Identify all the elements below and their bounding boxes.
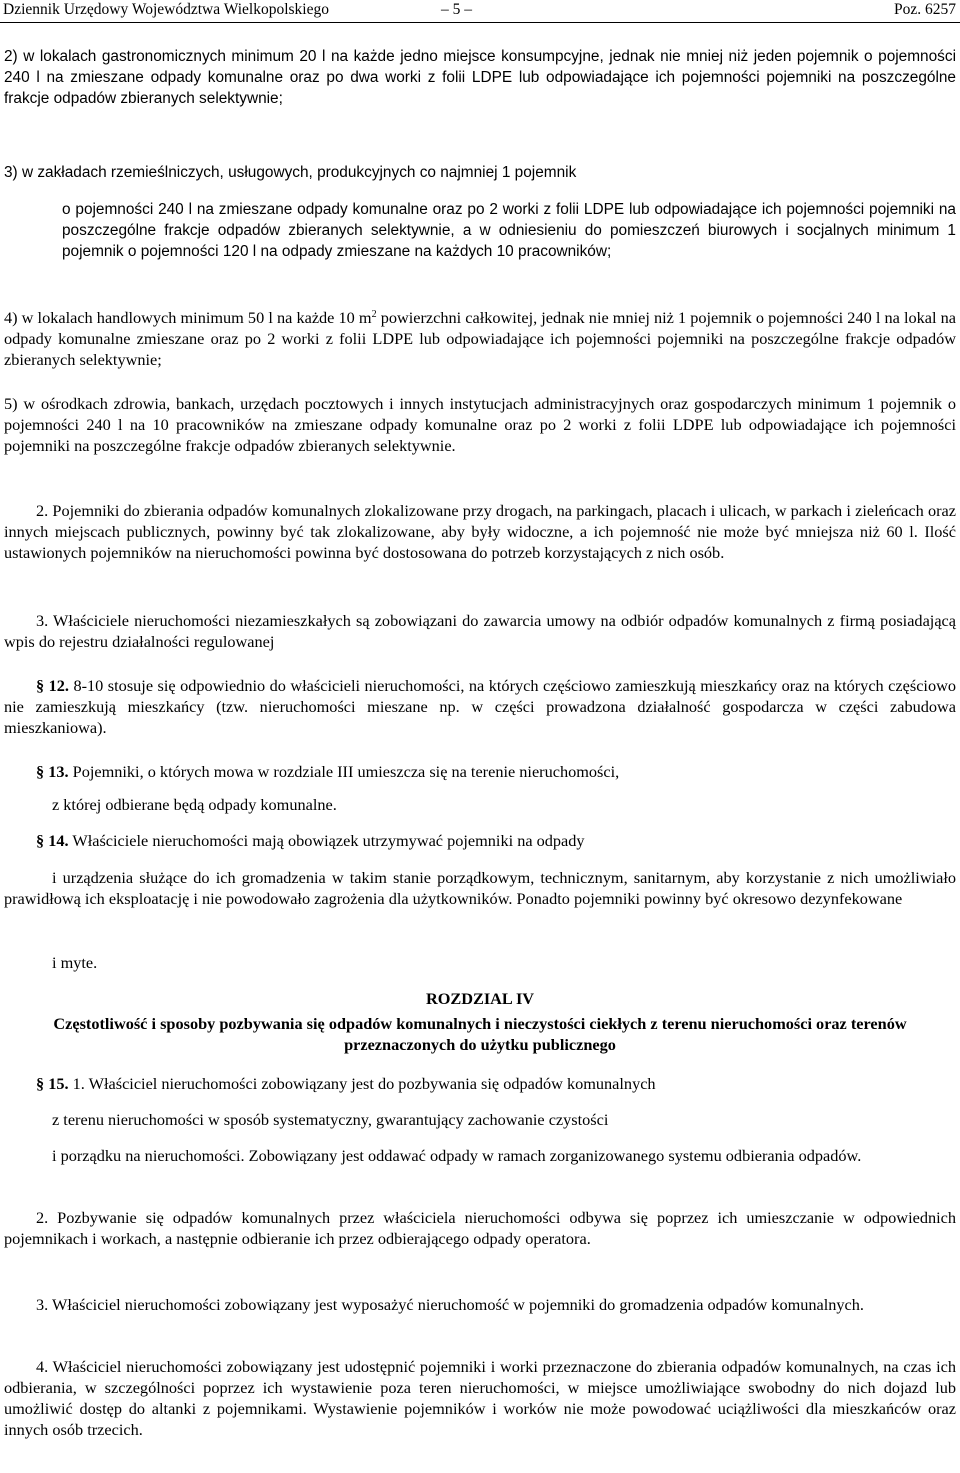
section-15-point-2: 2. Pozbywanie się odpadów komunalnych przez właściciela nieruchomości odbywa się poprzez ich umieszczanie w odpowiednich pojemnikach i workach, a następnie odbieranie ich przez odbierającego odpady operatora. bbox=[4, 1208, 956, 1248]
position-number: Poz. 6257 bbox=[894, 1, 956, 18]
section-14-text: Właściciele nieruchomości mają obowiązek utrzymywać pojemniki na odpady bbox=[68, 831, 585, 850]
section-14-number: § 14. bbox=[36, 831, 69, 850]
section-12 bbox=[4, 675, 956, 738]
section-13 bbox=[4, 761, 956, 782]
item-4-text-a: 4) w lokalach handlowych minimum 50 l na każde 10 m bbox=[4, 308, 372, 327]
page-number: – 5 – bbox=[441, 1, 472, 18]
section-13-number: § 13. bbox=[36, 762, 69, 781]
item-3-lead: 3) w zakładach rzemieślniczych, usługowych, produkcyjnych co najmniej 1 pojemnik bbox=[4, 164, 577, 181]
section-15-number: § 15. bbox=[36, 1074, 69, 1093]
page-header bbox=[0, 0, 960, 23]
section-15-text: 1. Właściciel nieruchomości zobowiązany jest do pozbywania się odpadów komunalnych bbox=[68, 1074, 656, 1093]
item-4 bbox=[4, 307, 956, 370]
section-14-end: i myte. bbox=[52, 953, 98, 972]
item-4-superscript: 2 bbox=[371, 309, 377, 320]
section-15-continuation-2: i porządku na nieruchomości. Zobowiązany jest oddawać odpady w ramach zorganizowanego systemu odbierania odpadów. bbox=[52, 1146, 862, 1165]
item-2: 2) w lokalach gastronomicznych minimum 20 l na każde jedno miejsce konsumpcyjne, jednak nie mniej niż jeden pojemnik o pojemności 240 l na zmieszane odpady komunalne oraz po dwa worki z folii LDPE lub odpowiadające ich pojemności pojemniki na poszczególne frakcje odpadów zbieranych selektywnie; bbox=[4, 48, 956, 107]
item-5: 5) w ośrodkach zdrowia, bankach, urzędach pocztowych i innych instytucjach administracyjnych oraz gospodarczych minimum 1 pojemnik o pojemności 240 l na 10 pracowników na zmieszane odpady komunalne oraz po 2 worki z folii LDPE lub odpowiadające ich pojemności pojemniki na poszczególne frakcje odpadów zbieranych selektywnie. bbox=[4, 394, 956, 455]
section-14-continuation: i urządzenia służące do ich gromadzenia w takim stanie porządkowym, technicznym, sanitarnym, aby korzystanie z nich umożliwiało prawidłową ich eksploatację i nie powodowało zagrożenia dla użytkowników. Ponadto pojemniki powinny być okresowo dezynfekowane bbox=[4, 868, 956, 908]
item-4-text-b: powierzchni całkowitej, jednak nie mniej niż 1 pojemnik o pojemności 240 l na lokal na odpady komunalne zmieszane oraz po 2 worki z folii LDPE lub odpowiadające ich pojemności pojemniki na poszczególne frakcje odpadów zbieranych selektywnie; bbox=[4, 308, 956, 369]
section-13-continuation: z której odbierane będą odpady komunalne. bbox=[52, 795, 337, 814]
section-13-text: Pojemniki, o których mowa w rozdziale III umieszcza się na terenie nieruchomości, bbox=[68, 762, 620, 781]
chapter-subtitle: Częstotliwość i sposoby pozbywania się odpadów komunalnych i nieczystości ciekłych z terenu nieruchomości oraz terenów przeznaczonych do użytku publicznego bbox=[53, 1014, 907, 1054]
item-3-body: o pojemności 240 l na zmieszane odpady komunalne oraz po 2 worki z folii LDPE lub odpowiadające ich pojemności pojemniki na poszczególne frakcje odpadów zbieranych selektywnie, a w odniesieniu do pomieszczeń biurowych i socjalnych minimum 1 pojemnik o pojemności 120 l na odpady zmieszane na każdych 10 pracowników; bbox=[62, 201, 956, 260]
section-15-point-4: 4. Właściciel nieruchomości zobowiązany jest udostępnić pojemniki i worki przeznaczone do zbierania odpadów komunalnych, na czas ich odbierania, w szczególności poprzez ich wystawienie poza teren nieruchomości, w miejsce umożliwiające swobodny do nich dojazd lub umożliwić dostęp do altanki z pojemnikami. Wystawienie pojemników i worków nie może powodować uciążliwości dla mieszkańców oraz innych osób trzecich. bbox=[4, 1357, 956, 1439]
section-14 bbox=[4, 830, 956, 851]
paragraph-3: 3. Właściciele nieruchomości niezamieszkałych są zobowiązani do zawarcia umowy na odbiór odpadów komunalnych z firmą posiadającą wpis do rejestru działalności regulowanej bbox=[4, 611, 956, 651]
section-12-text: 8-10 stosuje się odpowiednio do właścicieli nieruchomości, na których częściowo zamieszkują mieszkańcy oraz na których częściowo nie zamieszkują mieszkańcy (tzw. nieruchomości mieszane np. w części prowadzona działalność gospodarcza w części zabudowa mieszkaniowa). bbox=[4, 676, 956, 737]
chapter-title: ROZDZIAL IV bbox=[425, 989, 535, 1008]
section-15-point-3: 3. Właściciel nieruchomości zobowiązany jest wyposażyć nieruchomość w pojemniki do gromadzenia odpadów komunalnych. bbox=[36, 1295, 864, 1314]
section-15-continuation-1: z terenu nieruchomości w sposób systematyczny, gwarantujący zachowanie czystości bbox=[52, 1110, 609, 1129]
journal-title: Dziennik Urzędowy Województwa Wielkopolskiego bbox=[3, 1, 329, 18]
paragraph-2: 2. Pojemniki do zbierania odpadów komunalnych zlokalizowane przy drogach, na parkingach, placach i ulicach, w parkach i zieleńcach oraz innych miejscach publicznych, powinny być tak zlokalizowane, aby były widoczne, a ich pojemność nie może być mniejsza niż 60 l. Ilość ustawionych pojemników na nieruchomości powinna być dostosowana do potrzeb korzystających z nich osób. bbox=[4, 501, 956, 562]
section-15 bbox=[4, 1073, 956, 1094]
section-12-number: § 12. bbox=[36, 676, 69, 695]
